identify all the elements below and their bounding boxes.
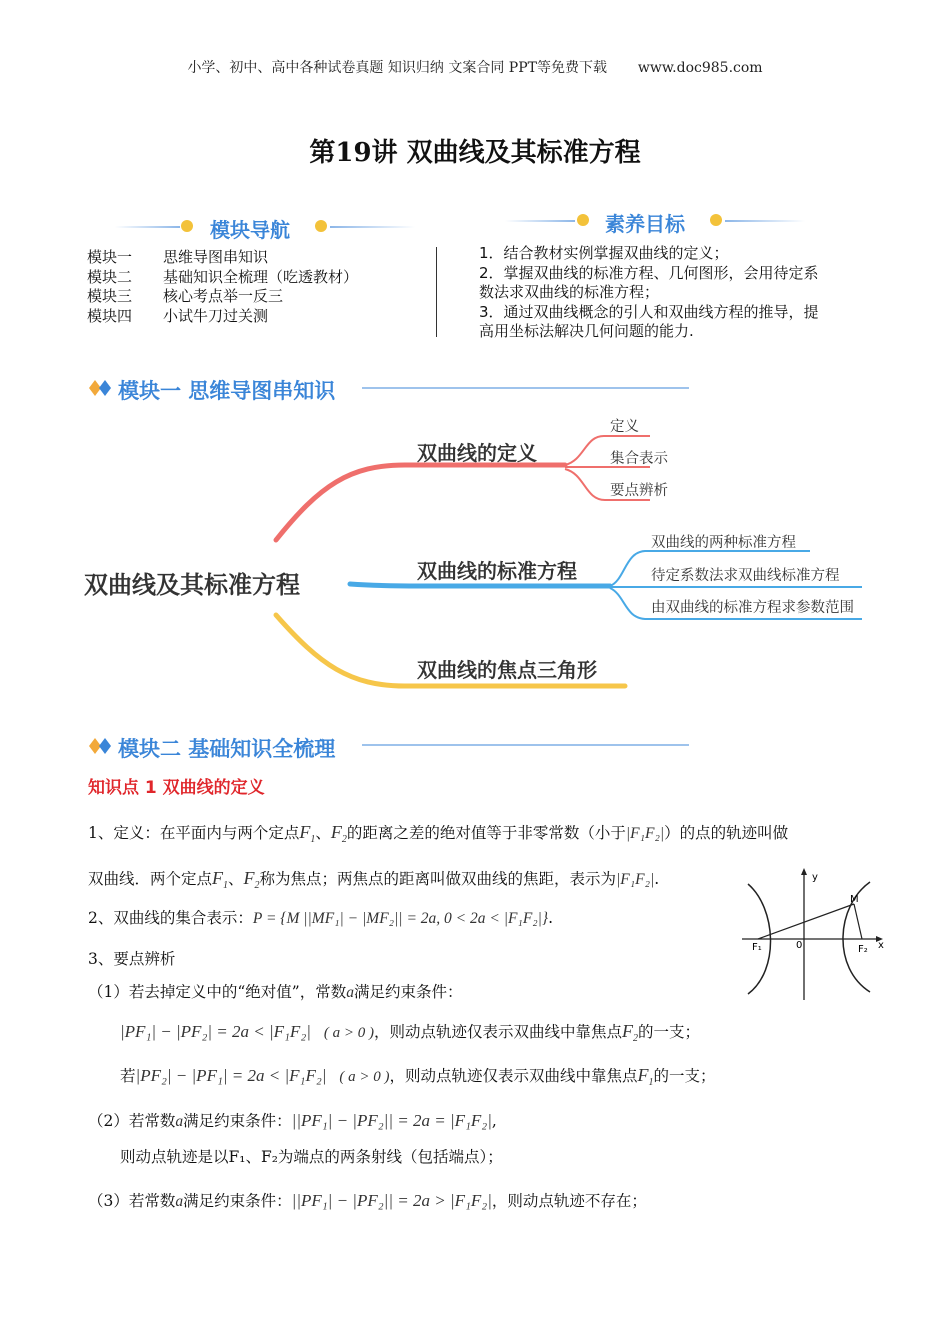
module1-rule <box>362 387 689 389</box>
point-2-text: （2）若常数a满足约束条件：||PF₁| − |PF₂|| = 2a = |F₁F₂|, <box>88 1111 497 1130</box>
module1-heading: 模块一 思维导图串知识 <box>118 379 336 403</box>
nav-list <box>87 248 358 326</box>
goal-line: 数法求双曲线的标准方程； <box>479 283 660 301</box>
goals-heading: 素养目标 <box>605 212 685 236</box>
module2-rule <box>362 744 689 746</box>
goals-banner-dot-right <box>710 214 722 226</box>
goal-line: 3．通过双曲线概念的引人和双曲线方程的推导，提 <box>479 302 819 321</box>
knowledge-point-title: 知识点 1 双曲线的定义 <box>88 778 265 798</box>
header-url[interactable]: www.doc985.com <box>637 60 763 76</box>
module2-heading: 模块二 基础知识全梳理 <box>118 737 336 761</box>
goal-line: 2．掌握双曲线的标准方程、几何图形，会用待定系 <box>479 263 819 282</box>
point-1-eq-1: |PF₁| − |PF₂| = 2a < |F₁F₂| ( a > 0 )，则动点轨迹仅表示双曲线中靠焦点$F_2$的一支； <box>120 1021 700 1045</box>
nav-banner-dot-left <box>181 220 193 232</box>
set-representation: 2、双曲线的集合表示：P = {M ||MF₁| − |MF₂|| = 2a, 0 < 2a < |F₁F₂|}. <box>88 909 554 927</box>
nav-item[interactable]: 模块四 小试牛刀过关测 <box>87 306 269 325</box>
origin-label: 0 <box>796 940 803 951</box>
key-points-heading: 3、要点辨析 <box>88 950 176 968</box>
mindmap-branch: 双曲线的定义 <box>417 441 537 465</box>
point-2-result: 则动点轨迹是以F₁、F₂为端点的两条射线（包括端点）； <box>120 1148 503 1166</box>
header-text: 小学、初中、高中各种试卷真题 知识归纳 文案合同 PPT等免费下载 <box>187 60 607 76</box>
site-header <box>0 57 950 77</box>
point-m-label: M <box>850 894 859 905</box>
diamond-icon <box>88 737 114 755</box>
point-1-eq-2: 若|PF₂| − |PF₁| = 2a < |F₁F₂| ( a > 0 )，则动点轨迹仅表示双曲线中靠焦点$F_1$的一支； <box>120 1065 716 1089</box>
mindmap-leaf: 由双曲线的标准方程求参数范围 <box>651 600 854 616</box>
goals-banner-line-left <box>505 220 575 222</box>
mindmap-leaf: 待定系数法求双曲线标准方程 <box>651 568 840 584</box>
definition-line-2: 双曲线．两个定点$F_1$、$F_2$称为焦点；两焦点的距离叫做双曲线的焦距，表示为|F₁F₂|. <box>88 868 660 892</box>
mindmap-root: 双曲线及其标准方程 <box>84 571 300 599</box>
goals-banner-dot-left <box>577 214 589 226</box>
goal-line: 1．结合教材实例掌握双曲线的定义； <box>479 244 729 262</box>
goals-list <box>479 244 879 342</box>
point-3-text: （3）若常数a满足约束条件：||PF₁| − |PF₂|| = 2a > |F₁F₂|，则动点轨迹不存在； <box>88 1191 647 1210</box>
mindmap-leaf: 定义 <box>610 419 639 435</box>
nav-heading: 模块导航 <box>210 218 290 242</box>
nav-item[interactable]: 模块一 思维导图串知识 <box>87 248 269 266</box>
mindmap-branch: 双曲线的焦点三角形 <box>417 658 597 682</box>
mindmap-branch: 双曲线的标准方程 <box>417 559 577 583</box>
goal-line: 高用坐标法解决几何问题的能力. <box>479 322 694 340</box>
nav-banner-dot-right <box>315 220 327 232</box>
diamond-icon <box>88 379 114 397</box>
nav-item[interactable]: 模块三 核心考点举一反三 <box>87 287 284 305</box>
page-title: 第19讲 双曲线及其标准方程 <box>309 138 641 168</box>
mindmap-leaf: 要点辨析 <box>610 483 668 499</box>
x-axis-label: x <box>878 940 884 951</box>
mindmap-leaf: 双曲线的两种标准方程 <box>651 535 796 551</box>
nav-item[interactable]: 模块二 基础知识全梳理（吃透教材） <box>87 267 359 286</box>
definition-line-1: 1、定义：在平面内与两个定点$F_1$、$F_2$的距离之差的绝对值等于非零常数（小于|F₁F₂|）的点的轨迹叫做 <box>88 822 789 846</box>
goals-banner-line-right <box>725 220 805 222</box>
y-axis-label: y <box>812 872 818 883</box>
point-1-text: （1）若去掉定义中的“绝对值”，常数a满足约束条件： <box>88 983 463 1001</box>
nav-banner-line-left <box>115 226 180 228</box>
mindmap-leaf: 集合表示 <box>610 451 668 467</box>
focus-f2-label: F₂ <box>858 944 868 955</box>
column-divider <box>436 247 437 337</box>
nav-banner-line-right <box>330 226 415 228</box>
focus-f1-label: F₁ <box>752 942 762 953</box>
hyperbola-figure <box>738 866 890 1004</box>
